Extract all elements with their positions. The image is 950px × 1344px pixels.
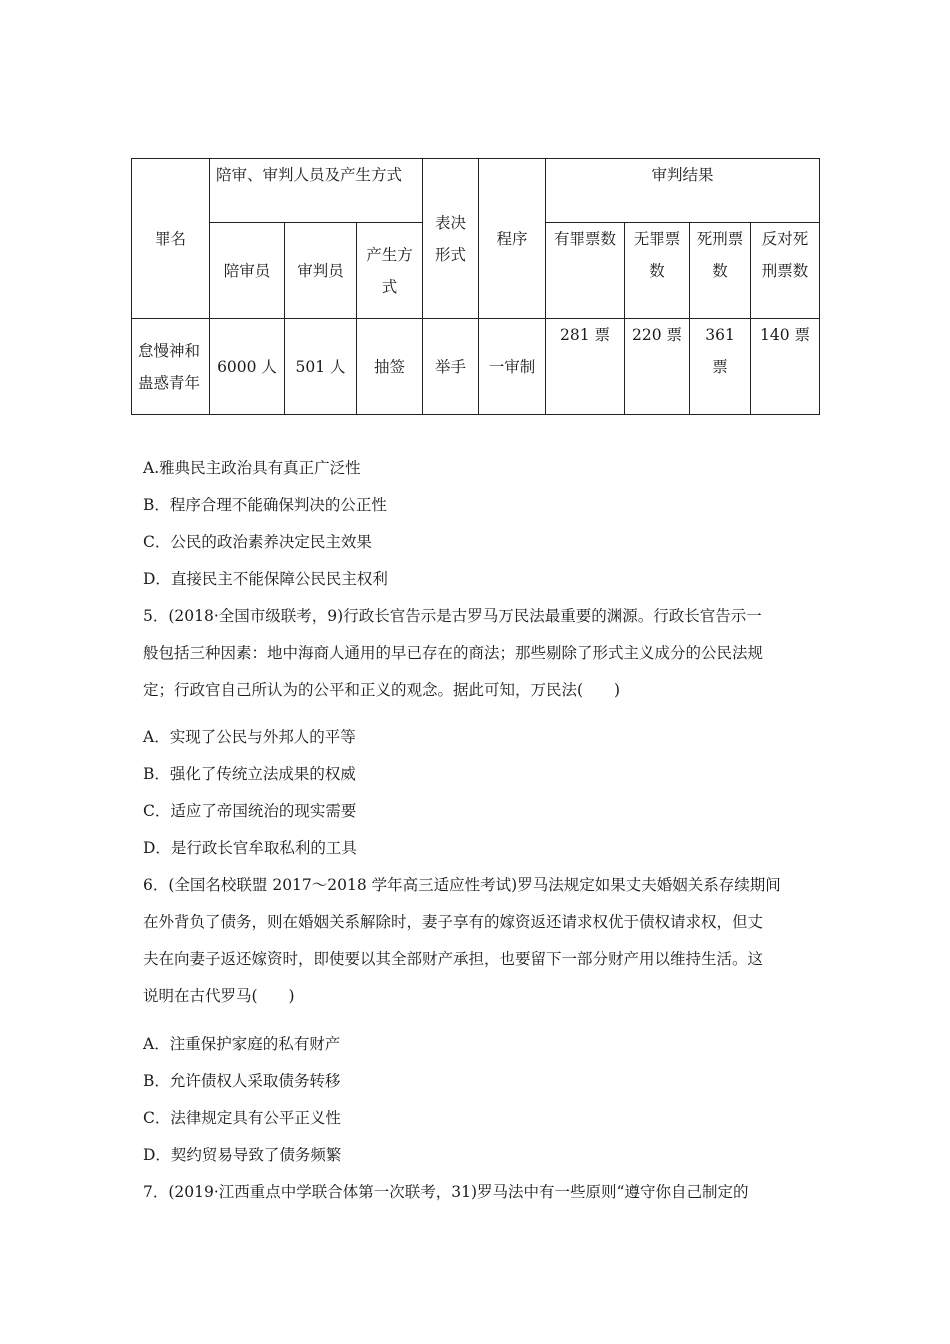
text-line: A．实现了公民与外邦人的平等 — [143, 728, 356, 746]
header-death-votes: 死刑票数 — [690, 223, 751, 319]
cell-judges: 501 人 — [285, 319, 357, 415]
cell-against-death-votes: 140 票 — [751, 319, 820, 415]
header-procedure: 程序 — [479, 159, 546, 319]
cell-innocent-votes: 220 票 — [625, 319, 690, 415]
text-line: A．注重保护家庭的私有财产 — [143, 1035, 341, 1053]
text-line: 在外背负了债务，则在婚姻关系解除时，妻子享有的嫁资返还请求权优于债权请求权，但丈 — [143, 913, 764, 931]
header-innocent-votes: 无罪票数 — [625, 223, 690, 319]
text-line: C．法律规定具有公平正义性 — [143, 1109, 341, 1127]
header-judges: 审判员 — [285, 223, 357, 319]
cell-jurors: 6000 人 — [210, 319, 285, 415]
header-jury-group: 陪审、审判人员及产生方式 — [210, 159, 423, 223]
text-line: 5．(2018·全国市级联考，9)行政长官告示是古罗马万民法最重要的渊源。行政长官告示一 — [143, 607, 762, 625]
cell-vote-form: 举手 — [423, 319, 479, 415]
text-line: D．直接民主不能保障公民民主权利 — [143, 570, 388, 588]
text-line: 说明在古代罗马( ) — [143, 987, 295, 1005]
text-line: 6．(全国名校联盟 2017～2018 学年高三适应性考试)罗马法规定如果丈夫婚姻关系存续期间 — [143, 876, 781, 894]
text-line: C．公民的政治素养决定民主效果 — [143, 533, 372, 551]
text-line: B．程序合理不能确保判决的公正性 — [143, 496, 387, 514]
text-line: 定；行政官自己所认为的公平和正义的观念。据此可知，万民法( ) — [143, 681, 621, 699]
cell-selection: 抽签 — [357, 319, 423, 415]
header-against-death-votes: 反对死刑票数 — [751, 223, 820, 319]
header-guilty-votes: 有罪票数 — [546, 223, 625, 319]
header-selection: 产生方式 — [357, 223, 423, 319]
text-line: A.雅典民主政治具有真正广泛性 — [143, 459, 361, 477]
text-line: D．是行政长官牟取私利的工具 — [143, 839, 357, 857]
text-line: B．强化了传统立法成果的权威 — [143, 765, 356, 783]
text-line: D．契约贸易导致了债务频繁 — [143, 1146, 342, 1164]
text-line: 夫在向妻子返还嫁资时，即使要以其全部财产承担，也要留下一部分财产用以维持生活。这 — [143, 950, 764, 968]
text-line: 7．(2019·江西重点中学联合体第一次联考，31)罗马法中有一些原则“遵守你自己制定的 — [143, 1183, 749, 1201]
text-line: C．适应了帝国统治的现实需要 — [143, 802, 357, 820]
cell-crime: 怠慢神和蛊惑青年 — [132, 319, 210, 415]
text-line: B．允许债权人采取债务转移 — [143, 1072, 341, 1090]
cell-death-votes: 361 票 — [690, 319, 751, 415]
cell-procedure: 一审制 — [479, 319, 546, 415]
trial-table — [131, 158, 820, 415]
cell-guilty-votes: 281 票 — [546, 319, 625, 415]
header-vote-form: 表决形式 — [423, 159, 479, 319]
header-jurors: 陪审员 — [210, 223, 285, 319]
header-result-group: 审判结果 — [546, 159, 820, 223]
text-line: 般包括三种因素：地中海商人通用的早已存在的商法；那些剔除了形式主义成分的公民法规 — [143, 644, 764, 662]
header-crime: 罪名 — [132, 159, 210, 319]
